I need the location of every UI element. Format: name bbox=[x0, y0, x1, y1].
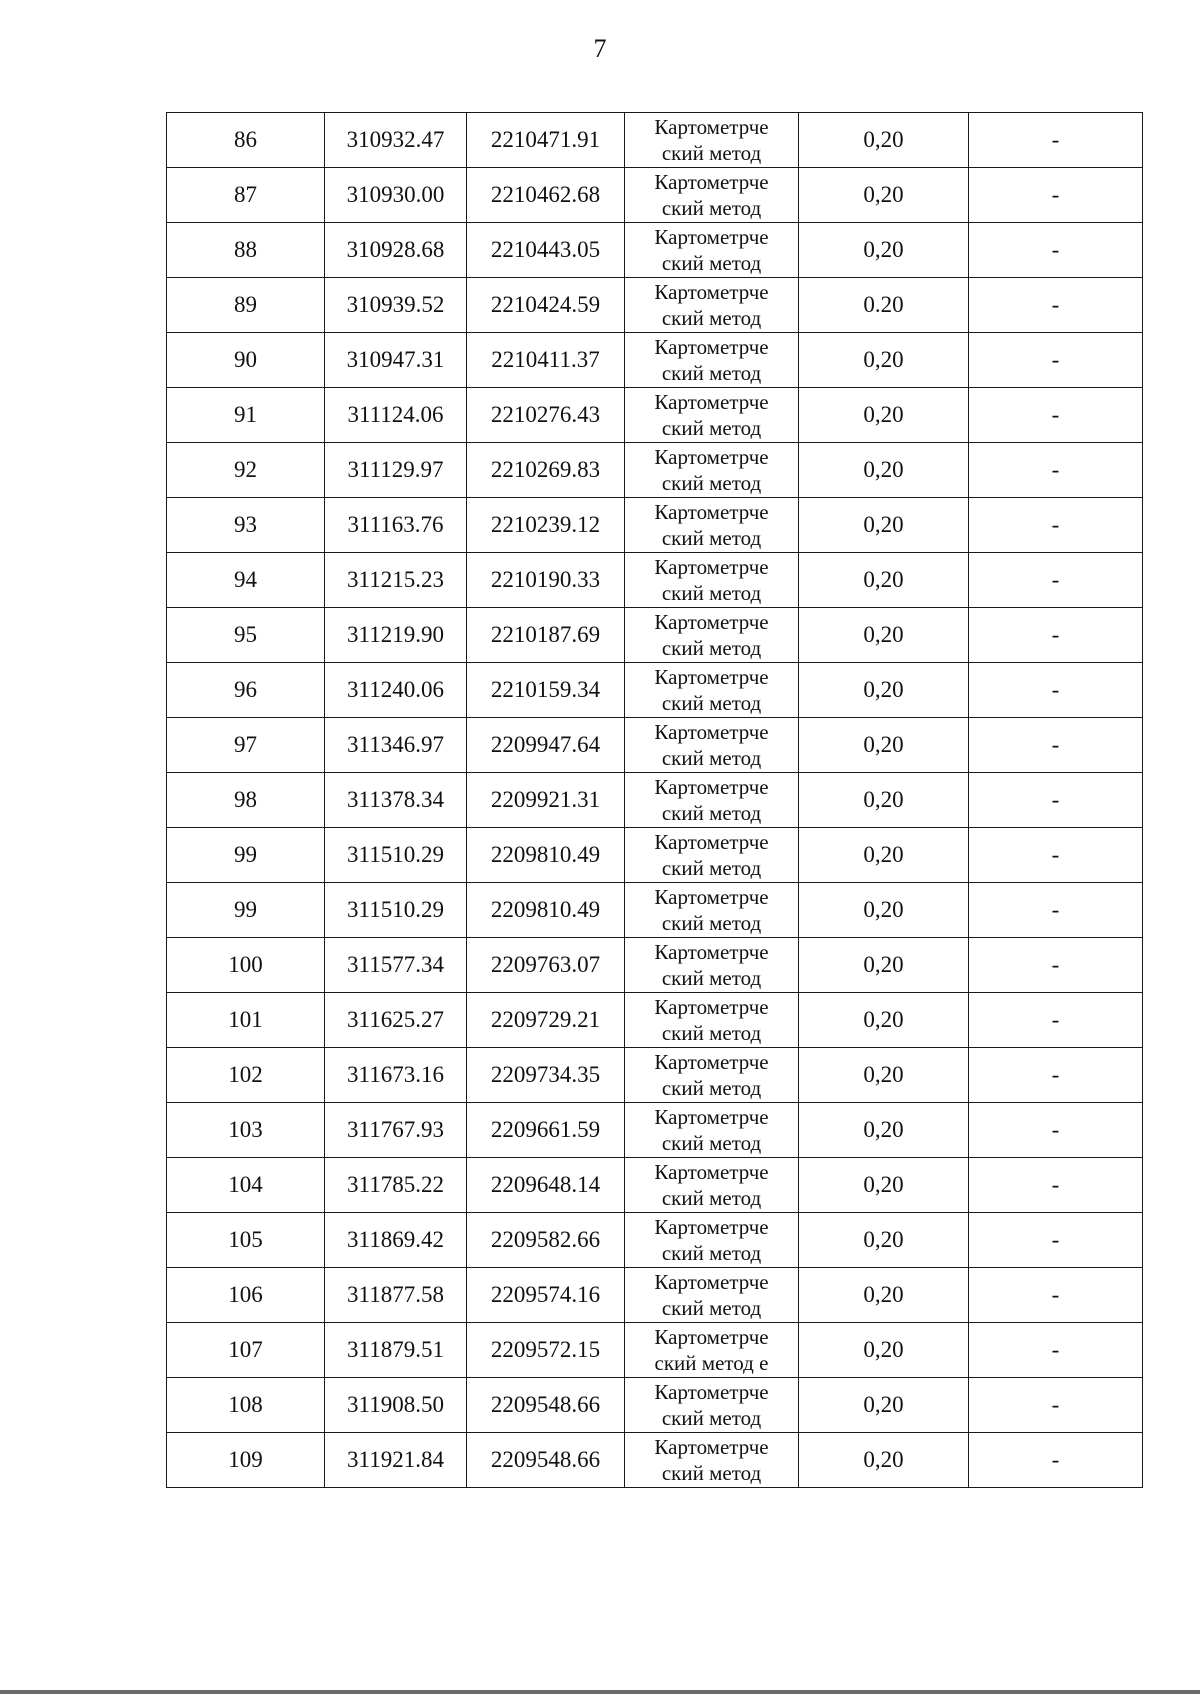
y-coordinate-cell: 2209548.66 bbox=[467, 1433, 625, 1488]
point-number-cell: 96 bbox=[167, 663, 325, 718]
table-row bbox=[167, 608, 1143, 663]
y-coordinate-cell: 2209810.49 bbox=[467, 828, 625, 883]
table-row bbox=[167, 1103, 1143, 1158]
note-cell: - bbox=[969, 443, 1143, 498]
point-number-cell: 103 bbox=[167, 1103, 325, 1158]
note-cell: - bbox=[969, 498, 1143, 553]
method-text: Картометрче ский метод bbox=[654, 610, 769, 660]
y-coordinate-cell: 2210471.91 bbox=[467, 113, 625, 168]
table-row bbox=[167, 718, 1143, 773]
table-row bbox=[167, 773, 1143, 828]
note-cell: - bbox=[969, 223, 1143, 278]
point-number-cell: 87 bbox=[167, 168, 325, 223]
table-row bbox=[167, 1378, 1143, 1433]
method-cell bbox=[625, 938, 799, 993]
method-cell bbox=[625, 553, 799, 608]
x-coordinate-cell: 311908.50 bbox=[325, 1378, 467, 1433]
point-number-cell: 92 bbox=[167, 443, 325, 498]
method-text: Картометрче ский метод bbox=[654, 1270, 769, 1320]
accuracy-cell: 0,20 bbox=[799, 993, 969, 1048]
method-cell bbox=[625, 443, 799, 498]
table-row bbox=[167, 278, 1143, 333]
table-row bbox=[167, 388, 1143, 443]
method-text: Картометрче ский метод bbox=[654, 940, 769, 990]
x-coordinate-cell: 311785.22 bbox=[325, 1158, 467, 1213]
table-row bbox=[167, 553, 1143, 608]
method-cell bbox=[625, 388, 799, 443]
y-coordinate-cell: 2210269.83 bbox=[467, 443, 625, 498]
table-row bbox=[167, 883, 1143, 938]
y-coordinate-cell: 2210462.68 bbox=[467, 168, 625, 223]
point-number-cell: 99 bbox=[167, 828, 325, 883]
note-cell: - bbox=[969, 1268, 1143, 1323]
x-coordinate-cell: 310928.68 bbox=[325, 223, 467, 278]
method-text: Картометрче ский метод bbox=[654, 830, 769, 880]
x-coordinate-cell: 311378.34 bbox=[325, 773, 467, 828]
method-cell bbox=[625, 1048, 799, 1103]
y-coordinate-cell: 2209921.31 bbox=[467, 773, 625, 828]
accuracy-cell: 0,20 bbox=[799, 1323, 969, 1378]
method-text: Картометрче ский метод bbox=[654, 280, 769, 330]
note-cell: - bbox=[969, 1048, 1143, 1103]
accuracy-cell: 0,20 bbox=[799, 1378, 969, 1433]
note-cell: - bbox=[969, 333, 1143, 388]
method-cell bbox=[625, 278, 799, 333]
table-row bbox=[167, 223, 1143, 278]
x-coordinate-cell: 311921.84 bbox=[325, 1433, 467, 1488]
method-cell bbox=[625, 1268, 799, 1323]
accuracy-cell: 0,20 bbox=[799, 1158, 969, 1213]
y-coordinate-cell: 2210411.37 bbox=[467, 333, 625, 388]
note-cell: - bbox=[969, 773, 1143, 828]
accuracy-cell: 0,20 bbox=[799, 223, 969, 278]
method-text: Картометрче ский метод bbox=[654, 1435, 769, 1485]
y-coordinate-cell: 2209661.59 bbox=[467, 1103, 625, 1158]
point-number-cell: 109 bbox=[167, 1433, 325, 1488]
y-coordinate-cell: 2210424.59 bbox=[467, 278, 625, 333]
table-row bbox=[167, 993, 1143, 1048]
method-text: Картометрче ский метод bbox=[654, 225, 769, 275]
point-number-cell: 90 bbox=[167, 333, 325, 388]
page-number: 7 bbox=[593, 34, 607, 63]
method-text: Картометрче ский метод bbox=[654, 1215, 769, 1265]
point-number-cell: 89 bbox=[167, 278, 325, 333]
accuracy-cell: 0,20 bbox=[799, 828, 969, 883]
point-number-cell: 86 bbox=[167, 113, 325, 168]
x-coordinate-cell: 311124.06 bbox=[325, 388, 467, 443]
point-number-cell: 108 bbox=[167, 1378, 325, 1433]
table-row bbox=[167, 1268, 1143, 1323]
method-text: Картометрче ский метод bbox=[654, 1160, 769, 1210]
y-coordinate-cell: 2209734.35 bbox=[467, 1048, 625, 1103]
table-row bbox=[167, 113, 1143, 168]
method-cell bbox=[625, 498, 799, 553]
method-text: Картометрче ский метод bbox=[654, 1380, 769, 1430]
point-number-cell: 91 bbox=[167, 388, 325, 443]
accuracy-cell: 0,20 bbox=[799, 168, 969, 223]
x-coordinate-cell: 311219.90 bbox=[325, 608, 467, 663]
accuracy-cell: 0,20 bbox=[799, 113, 969, 168]
method-text: Картометрче ский метод bbox=[654, 390, 769, 440]
y-coordinate-cell: 2209648.14 bbox=[467, 1158, 625, 1213]
accuracy-cell: 0,20 bbox=[799, 938, 969, 993]
y-coordinate-cell: 2210239.12 bbox=[467, 498, 625, 553]
note-cell: - bbox=[969, 938, 1143, 993]
point-number-cell: 98 bbox=[167, 773, 325, 828]
note-cell: - bbox=[969, 1213, 1143, 1268]
note-cell: - bbox=[969, 608, 1143, 663]
point-number-cell: 93 bbox=[167, 498, 325, 553]
x-coordinate-cell: 311510.29 bbox=[325, 828, 467, 883]
y-coordinate-cell: 2210190.33 bbox=[467, 553, 625, 608]
y-coordinate-cell: 2209763.07 bbox=[467, 938, 625, 993]
accuracy-cell: 0,20 bbox=[799, 773, 969, 828]
table-row bbox=[167, 1433, 1143, 1488]
method-cell bbox=[625, 883, 799, 938]
accuracy-cell: 0,20 bbox=[799, 1103, 969, 1158]
x-coordinate-cell: 311129.97 bbox=[325, 443, 467, 498]
note-cell: - bbox=[969, 1103, 1143, 1158]
table-row bbox=[167, 828, 1143, 883]
point-number-cell: 99 bbox=[167, 883, 325, 938]
method-text: Картометрче ский метод е bbox=[654, 1325, 769, 1375]
accuracy-cell: 0,20 bbox=[799, 1048, 969, 1103]
method-text: Картометрче ский метод bbox=[654, 335, 769, 385]
method-cell bbox=[625, 1158, 799, 1213]
method-cell bbox=[625, 1378, 799, 1433]
x-coordinate-cell: 311346.97 bbox=[325, 718, 467, 773]
x-coordinate-cell: 311510.29 bbox=[325, 883, 467, 938]
method-cell bbox=[625, 718, 799, 773]
note-cell: - bbox=[969, 113, 1143, 168]
y-coordinate-cell: 2209947.64 bbox=[467, 718, 625, 773]
x-coordinate-cell: 311877.58 bbox=[325, 1268, 467, 1323]
accuracy-cell: 0,20 bbox=[799, 663, 969, 718]
accuracy-cell: 0,20 bbox=[799, 883, 969, 938]
method-cell bbox=[625, 663, 799, 718]
method-text: Картометрче ский метод bbox=[654, 665, 769, 715]
y-coordinate-cell: 2210276.43 bbox=[467, 388, 625, 443]
method-text: Картометрче ский метод bbox=[654, 445, 769, 495]
accuracy-cell: 0,20 bbox=[799, 333, 969, 388]
note-cell: - bbox=[969, 278, 1143, 333]
point-number-cell: 94 bbox=[167, 553, 325, 608]
y-coordinate-cell: 2209548.66 bbox=[467, 1378, 625, 1433]
point-number-cell: 95 bbox=[167, 608, 325, 663]
method-text: Картометрче ский метод bbox=[654, 555, 769, 605]
table-row bbox=[167, 443, 1143, 498]
accuracy-cell: 0,20 bbox=[799, 1433, 969, 1488]
method-text: Картометрче ский метод bbox=[654, 500, 769, 550]
accuracy-cell: 0,20 bbox=[799, 553, 969, 608]
method-cell bbox=[625, 828, 799, 883]
point-number-cell: 101 bbox=[167, 993, 325, 1048]
note-cell: - bbox=[969, 828, 1143, 883]
method-cell bbox=[625, 993, 799, 1048]
method-cell bbox=[625, 1433, 799, 1488]
accuracy-cell: 0,20 bbox=[799, 443, 969, 498]
point-number-cell: 107 bbox=[167, 1323, 325, 1378]
note-cell: - bbox=[969, 553, 1143, 608]
x-coordinate-cell: 310932.47 bbox=[325, 113, 467, 168]
table-row bbox=[167, 1158, 1143, 1213]
scan-edge-line bbox=[0, 1690, 1200, 1694]
table-row bbox=[167, 168, 1143, 223]
x-coordinate-cell: 311163.76 bbox=[325, 498, 467, 553]
method-text: Картометрче ский метод bbox=[654, 995, 769, 1045]
note-cell: - bbox=[969, 1433, 1143, 1488]
method-text: Картометрче ский метод bbox=[654, 170, 769, 220]
y-coordinate-cell: 2209729.21 bbox=[467, 993, 625, 1048]
method-cell bbox=[625, 168, 799, 223]
x-coordinate-cell: 311673.16 bbox=[325, 1048, 467, 1103]
x-coordinate-cell: 311869.42 bbox=[325, 1213, 467, 1268]
note-cell: - bbox=[969, 1158, 1143, 1213]
point-number-cell: 100 bbox=[167, 938, 325, 993]
method-cell bbox=[625, 773, 799, 828]
x-coordinate-cell: 311625.27 bbox=[325, 993, 467, 1048]
note-cell: - bbox=[969, 993, 1143, 1048]
method-cell bbox=[625, 1323, 799, 1378]
table-row bbox=[167, 938, 1143, 993]
table-row bbox=[167, 1213, 1143, 1268]
note-cell: - bbox=[969, 663, 1143, 718]
table-row bbox=[167, 333, 1143, 388]
x-coordinate-cell: 311879.51 bbox=[325, 1323, 467, 1378]
point-number-cell: 102 bbox=[167, 1048, 325, 1103]
coordinates-table bbox=[166, 112, 1143, 1488]
method-text: Картометрче ский метод bbox=[654, 885, 769, 935]
method-cell bbox=[625, 223, 799, 278]
method-text: Картометрче ский метод bbox=[654, 1050, 769, 1100]
point-number-cell: 106 bbox=[167, 1268, 325, 1323]
accuracy-cell: 0.20 bbox=[799, 278, 969, 333]
accuracy-cell: 0,20 bbox=[799, 388, 969, 443]
accuracy-cell: 0,20 bbox=[799, 1213, 969, 1268]
table-row bbox=[167, 498, 1143, 553]
point-number-cell: 105 bbox=[167, 1213, 325, 1268]
method-cell bbox=[625, 608, 799, 663]
accuracy-cell: 0,20 bbox=[799, 718, 969, 773]
y-coordinate-cell: 2209582.66 bbox=[467, 1213, 625, 1268]
method-text: Картометрче ский метод bbox=[654, 775, 769, 825]
note-cell: - bbox=[969, 168, 1143, 223]
y-coordinate-cell: 2210159.34 bbox=[467, 663, 625, 718]
x-coordinate-cell: 310947.31 bbox=[325, 333, 467, 388]
y-coordinate-cell: 2210187.69 bbox=[467, 608, 625, 663]
accuracy-cell: 0,20 bbox=[799, 608, 969, 663]
x-coordinate-cell: 310939.52 bbox=[325, 278, 467, 333]
x-coordinate-cell: 311215.23 bbox=[325, 553, 467, 608]
note-cell: - bbox=[969, 1378, 1143, 1433]
x-coordinate-cell: 311767.93 bbox=[325, 1103, 467, 1158]
method-text: Картометрче ский метод bbox=[654, 1105, 769, 1155]
method-cell bbox=[625, 1213, 799, 1268]
note-cell: - bbox=[969, 883, 1143, 938]
table-row bbox=[167, 1323, 1143, 1378]
note-cell: - bbox=[969, 1323, 1143, 1378]
method-cell bbox=[625, 333, 799, 388]
table-row bbox=[167, 663, 1143, 718]
y-coordinate-cell: 2209572.15 bbox=[467, 1323, 625, 1378]
y-coordinate-cell: 2210443.05 bbox=[467, 223, 625, 278]
method-text: Картометрче ский метод bbox=[654, 720, 769, 770]
accuracy-cell: 0,20 bbox=[799, 498, 969, 553]
x-coordinate-cell: 310930.00 bbox=[325, 168, 467, 223]
x-coordinate-cell: 311240.06 bbox=[325, 663, 467, 718]
table-body bbox=[167, 113, 1143, 1488]
note-cell: - bbox=[969, 388, 1143, 443]
method-cell bbox=[625, 113, 799, 168]
method-text: Картометрче ский метод bbox=[654, 115, 769, 165]
note-cell: - bbox=[969, 718, 1143, 773]
point-number-cell: 97 bbox=[167, 718, 325, 773]
table-row bbox=[167, 1048, 1143, 1103]
point-number-cell: 88 bbox=[167, 223, 325, 278]
y-coordinate-cell: 2209810.49 bbox=[467, 883, 625, 938]
point-number-cell: 104 bbox=[167, 1158, 325, 1213]
accuracy-cell: 0,20 bbox=[799, 1268, 969, 1323]
x-coordinate-cell: 311577.34 bbox=[325, 938, 467, 993]
y-coordinate-cell: 2209574.16 bbox=[467, 1268, 625, 1323]
method-cell bbox=[625, 1103, 799, 1158]
